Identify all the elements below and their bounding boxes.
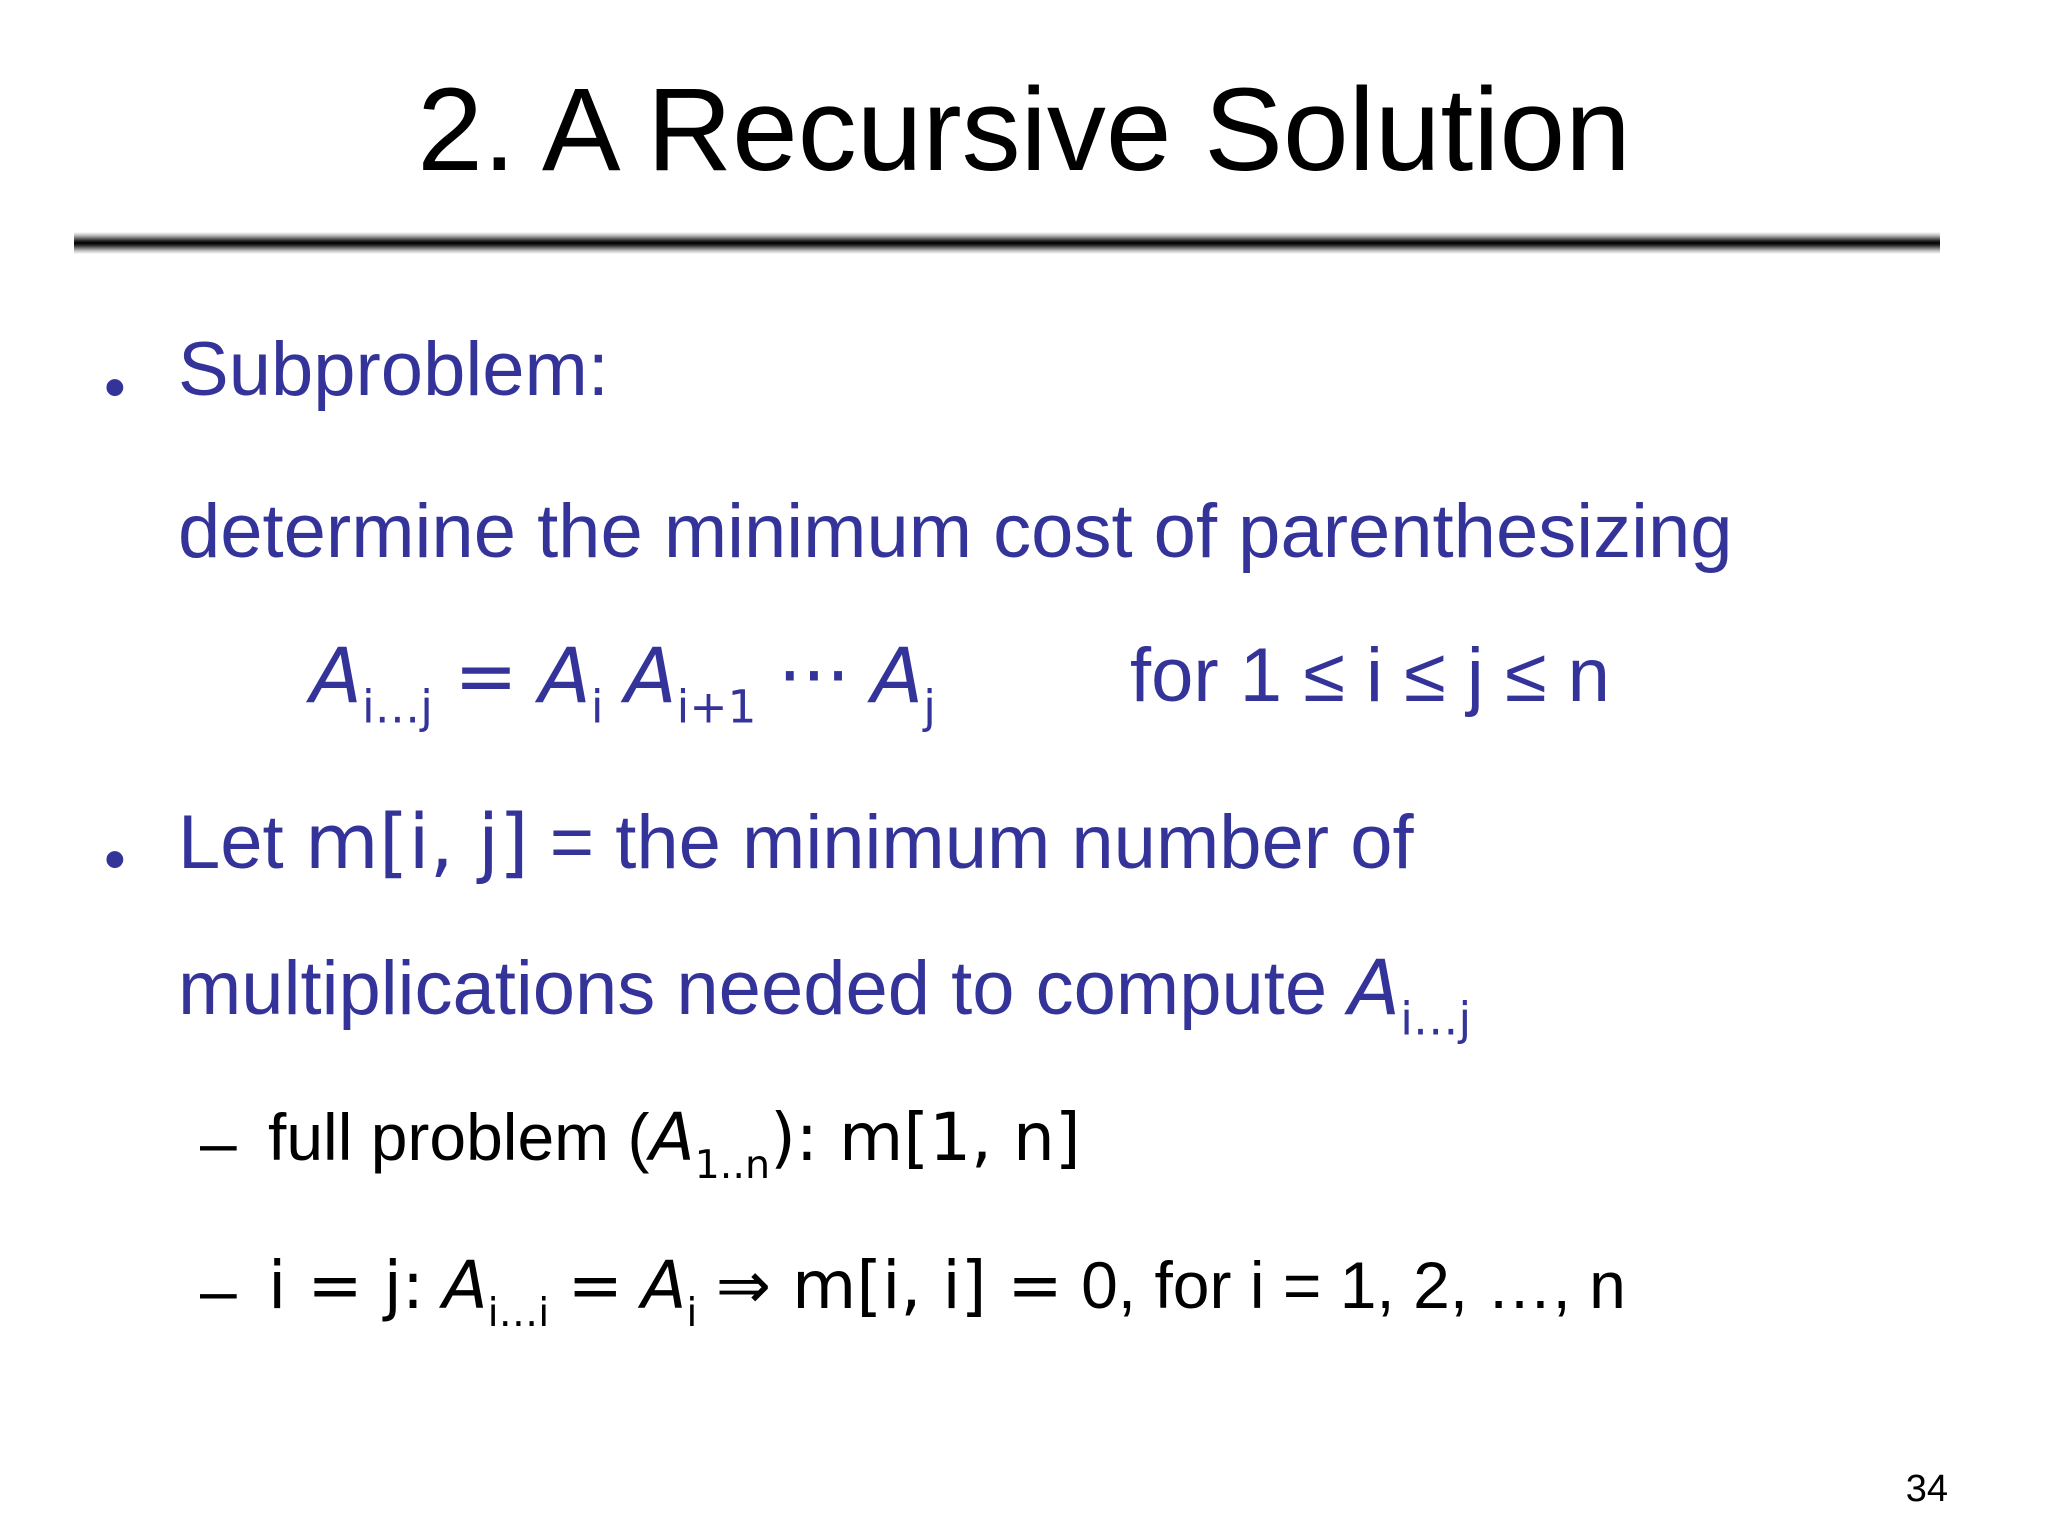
sub-dash-icon: – [200,1105,237,1179]
multiplications-text: multiplications needed to compute [178,946,1328,1031]
formula-term-aj: $A_j$ [871,631,936,734]
bullet-subproblem-label: Subproblem: [178,327,609,412]
full-problem-matrix: $A_{1..n}$ [649,1099,771,1188]
bullet-dot-icon: • [104,353,126,422]
base-case-condition: i = j: [268,1247,425,1324]
base-case-matrix-i: $A_i$ [641,1247,698,1336]
title-divider [74,232,1940,254]
compute-target: $A_{i\dots j}$ [1348,943,1472,1046]
subproblem-description: determine the minimum cost of parenthesizing [178,489,1733,574]
base-case-implies: ⇒ m[i, i] = [715,1247,1063,1324]
base-case-matrix-ii: $A_{i\dots i}$ [442,1247,550,1336]
page-number: 34 [1905,1468,1948,1510]
formula-condition: for 1 ≤ i ≤ j ≤ n [1130,633,1610,718]
bullet-dot-icon: • [104,825,126,894]
full-problem-line [268,1099,1081,1188]
base-case-equals: = [567,1247,623,1324]
bullet-let-line [178,797,1414,886]
formula-ellipsis: ··· [777,631,851,720]
slide-title: 2. A Recursive Solution [417,64,1631,196]
bullet-let-line-2 [178,943,1472,1046]
let-suffix: = the minimum number of [549,800,1414,885]
formula-lhs: $A_{i\dots j}$ [310,631,433,734]
base-case-line [268,1247,1626,1336]
let-prefix: Let [178,800,284,885]
m-ij-expression: m[i, j] [304,797,529,886]
full-problem-text: full problem ( [268,1100,650,1174]
base-case-value: 0, for i = 1, 2, …, n [1081,1248,1626,1322]
formula-term-ai: $A_i$ [538,631,604,734]
full-problem-result: ): m[1, n] [770,1099,1081,1176]
formula-equals: = [454,631,518,720]
sub-dash-icon: – [200,1253,237,1327]
subproblem-formula [310,631,936,734]
formula-term-ai1: $A_{i+1}$ [624,631,757,734]
